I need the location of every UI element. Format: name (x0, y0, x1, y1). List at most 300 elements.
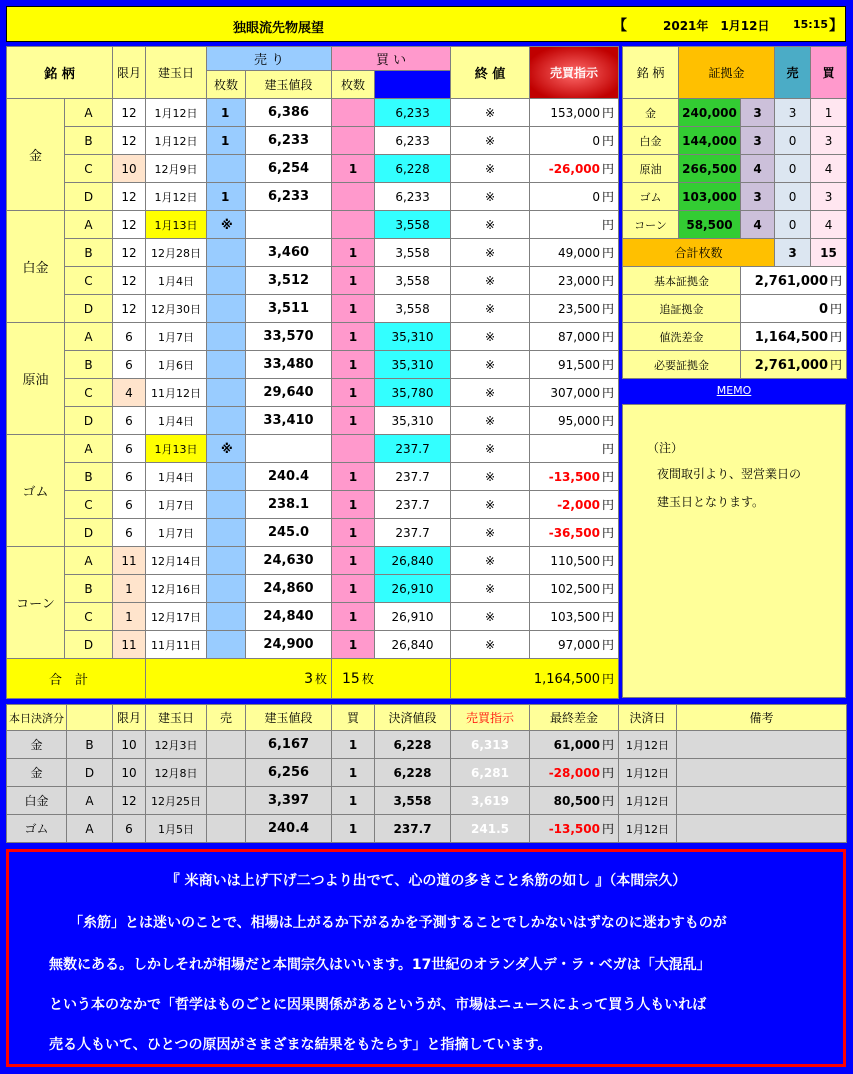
summary-value (741, 295, 847, 323)
trade-instruction: ※ (451, 407, 530, 435)
contract-month: 12 (113, 183, 146, 211)
settle-entry-date: 12月8日 (146, 759, 207, 787)
settle-sell (207, 787, 246, 815)
position-row (7, 519, 619, 547)
contract-letter: B (65, 351, 113, 379)
entry-price: 3,511 (246, 295, 332, 323)
margin-total-sell: 3 (775, 239, 811, 267)
entry-date: 1月6日 (146, 351, 207, 379)
trade-instruction: ※ (451, 155, 530, 183)
margin-name: 金 (623, 99, 679, 127)
totals-diff (451, 659, 619, 699)
entry-price: 6,386 (246, 99, 332, 127)
entry-price: 240.4 (246, 463, 332, 491)
buy-count: 1 (332, 575, 375, 603)
contract-letter: A (65, 547, 113, 575)
margin-sell: 3 (775, 99, 811, 127)
mark-to-market (530, 575, 619, 603)
settle-month: 10 (113, 731, 146, 759)
entry-date: 1月4日 (146, 267, 207, 295)
contract-month: 6 (113, 351, 146, 379)
summary-value (741, 267, 847, 295)
quote-line-4: 売る人もいて、ひとつの原因がさまざまな結果をもたらす」と指摘しています。 (49, 1037, 552, 1053)
close-price: 35,310 (375, 351, 451, 379)
header-date: 2021年 1月12日 (663, 19, 770, 33)
diff-value: 23,000 (558, 274, 601, 288)
contract-month: 6 (113, 463, 146, 491)
entry-price: 24,840 (246, 603, 332, 631)
settle-date: 1月12日 (619, 759, 677, 787)
settle-instruction: 6,281 (451, 759, 530, 787)
close-price: 237.7 (375, 435, 451, 463)
quote-title: 『 米商いは上げ下げ二つより出でて、心の道の多きこと糸筋の如し 』（本間宗久） (165, 873, 687, 889)
sell-count (207, 491, 246, 519)
margin-name: ゴム (623, 183, 679, 211)
group-name: 原油 (7, 323, 65, 435)
quote-line-3: という本のなかで「哲学はものごとに因果関係があるというが、市場はニュースによって買う人もいれば (49, 997, 707, 1013)
page-title: 独眼流先物展望 (233, 21, 325, 36)
summary-amount: 1,164,500 (754, 330, 828, 345)
summary-label: 基本証拠金 (623, 267, 741, 295)
position-row (7, 379, 619, 407)
header-bar (6, 6, 846, 42)
margin-count: 4 (741, 211, 775, 239)
mark-to-market (530, 631, 619, 659)
diff-unit: 円 (602, 638, 615, 652)
trade-instruction: ※ (451, 211, 530, 239)
mark-to-market (530, 323, 619, 351)
settle-entry-date: 12月3日 (146, 731, 207, 759)
trade-instruction: ※ (451, 239, 530, 267)
entry-date: 1月13日 (146, 211, 207, 239)
trade-instruction: ※ (451, 631, 530, 659)
settle-diff-value: -13,500 (548, 822, 600, 836)
margin-header-kai: 買 (811, 47, 847, 99)
diff-unit: 円 (602, 274, 615, 288)
header-maisu-buy: 枚数 (332, 71, 375, 99)
settle-header-biko: 備考 (677, 705, 847, 731)
header-owarine: 終 値 (451, 47, 530, 99)
entry-price: 245.0 (246, 519, 332, 547)
diff-value: -26,000 (548, 162, 601, 176)
settle-header-date: 建玉日 (146, 705, 207, 731)
diff-unit: 円 (602, 302, 615, 316)
buy-count: 1 (332, 267, 375, 295)
summary-unit: 円 (830, 302, 843, 316)
margin-buy: 3 (811, 127, 847, 155)
settle-buy: 1 (332, 731, 375, 759)
trade-instruction: ※ (451, 99, 530, 127)
buy-count: 1 (332, 631, 375, 659)
entry-price: 6,254 (246, 155, 332, 183)
trade-instruction: ※ (451, 491, 530, 519)
memo-panel (622, 380, 846, 698)
margin-buy: 1 (811, 99, 847, 127)
diff-unit: 円 (602, 554, 615, 568)
diff-value: 110,500 (550, 554, 601, 568)
settle-sell (207, 815, 246, 843)
margin-count: 4 (741, 155, 775, 183)
diff-unit: 円 (602, 470, 615, 484)
group-name: 金 (7, 99, 65, 211)
sell-count (207, 155, 246, 183)
sell-count (207, 463, 246, 491)
settle-name: 金 (7, 759, 67, 787)
position-row (7, 295, 619, 323)
entry-price: 24,900 (246, 631, 332, 659)
contract-letter: A (65, 99, 113, 127)
buy-count: 1 (332, 239, 375, 267)
summary-amount: 0 (818, 302, 828, 317)
settle-price: 6,167 (246, 731, 332, 759)
settle-sell (207, 759, 246, 787)
buy-count (332, 435, 375, 463)
diff-unit: 円 (602, 134, 615, 148)
diff-unit: 円 (602, 610, 615, 624)
bracket-close: 】 (829, 18, 843, 34)
settle-diff (530, 759, 619, 787)
header-time: 15:15 (793, 18, 829, 31)
mark-to-market (530, 351, 619, 379)
margin-row (623, 127, 847, 155)
diff-unit: 円 (602, 358, 615, 372)
entry-price: 238.1 (246, 491, 332, 519)
entry-date: 12月16日 (146, 575, 207, 603)
positions-table (6, 46, 619, 699)
sell-count (207, 295, 246, 323)
margin-amount: 266,500 (679, 155, 741, 183)
margin-header-uri: 売 (775, 47, 811, 99)
contract-letter: D (65, 407, 113, 435)
sell-count: 1 (207, 99, 246, 127)
sell-count (207, 519, 246, 547)
close-price: 35,310 (375, 407, 451, 435)
position-row (7, 127, 619, 155)
diff-value: 153,000 (550, 106, 601, 120)
summary-row (623, 351, 847, 379)
margin-sell: 0 (775, 211, 811, 239)
margin-header-shokokin: 証拠金 (679, 47, 775, 99)
contract-month: 1 (113, 575, 146, 603)
diff-unit: 円 (602, 190, 615, 204)
trade-instruction: ※ (451, 183, 530, 211)
baibai-shiji-button[interactable]: 売買指示 (530, 47, 619, 99)
contract-month: 12 (113, 295, 146, 323)
settle-close: 3,558 (375, 787, 451, 815)
entry-price: 33,410 (246, 407, 332, 435)
header-uri: 売 り (207, 47, 332, 71)
settle-month: 10 (113, 759, 146, 787)
quote-line-1: 「糸筋」とは迷いのことで、相場は上がるか下がるかを予測することでしかないはずなのに迷わすものが (69, 915, 727, 931)
settle-name: ゴム (7, 815, 67, 843)
diff-value: -36,500 (548, 526, 601, 540)
buy-count (332, 127, 375, 155)
settle-buy: 1 (332, 815, 375, 843)
entry-date: 11月11日 (146, 631, 207, 659)
margin-name: 白金 (623, 127, 679, 155)
memo-line-3: 建玉日となります。 (657, 495, 765, 509)
margin-amount: 144,000 (679, 127, 741, 155)
margin-name: コーン (623, 211, 679, 239)
mark-to-market (530, 519, 619, 547)
entry-date: 1月7日 (146, 491, 207, 519)
position-row (7, 239, 619, 267)
summary-label: 追証拠金 (623, 295, 741, 323)
totals-label: 合 計 (7, 659, 146, 699)
mark-to-market (530, 463, 619, 491)
entry-date: 1月7日 (146, 519, 207, 547)
settle-buy: 1 (332, 787, 375, 815)
trade-instruction: ※ (451, 323, 530, 351)
summary-label: 必要証拠金 (623, 351, 741, 379)
settle-instruction: 241.5 (451, 815, 530, 843)
mark-to-market (530, 379, 619, 407)
settlement-table (6, 704, 847, 843)
settle-buy: 1 (332, 759, 375, 787)
settle-letter: A (67, 787, 113, 815)
settle-row (7, 759, 847, 787)
entry-date: 1月13日 (146, 435, 207, 463)
settle-diff-unit: 円 (601, 794, 614, 808)
sell-count (207, 631, 246, 659)
settle-diff-value: -28,000 (548, 766, 600, 780)
settle-sell (207, 731, 246, 759)
settle-diff-unit: 円 (601, 766, 614, 780)
margin-buy: 3 (811, 183, 847, 211)
contract-letter: B (65, 127, 113, 155)
close-price: 6,233 (375, 183, 451, 211)
buy-count: 1 (332, 491, 375, 519)
entry-price: 3,512 (246, 267, 332, 295)
entry-date: 1月12日 (146, 183, 207, 211)
diff-unit: 円 (602, 330, 615, 344)
mark-to-market (530, 127, 619, 155)
contract-month: 4 (113, 379, 146, 407)
entry-price: 33,480 (246, 351, 332, 379)
margin-row (623, 211, 847, 239)
settle-name: 白金 (7, 787, 67, 815)
entry-price: 24,860 (246, 575, 332, 603)
settle-diff-unit: 円 (601, 822, 614, 836)
settle-date: 1月12日 (619, 815, 677, 843)
settle-letter: B (67, 731, 113, 759)
diff-value: 0 (592, 190, 601, 204)
entry-price: 33,570 (246, 323, 332, 351)
contract-month: 11 (113, 547, 146, 575)
margin-table (622, 46, 847, 379)
contract-letter: B (65, 239, 113, 267)
buy-count: 1 (332, 323, 375, 351)
quote-box (6, 849, 846, 1067)
totals-sell-value: 3 (304, 671, 313, 687)
mark-to-market (530, 547, 619, 575)
entry-date: 12月28日 (146, 239, 207, 267)
settle-instruction: 3,619 (451, 787, 530, 815)
memo-box (622, 404, 846, 698)
mark-to-market (530, 99, 619, 127)
settle-month: 12 (113, 787, 146, 815)
settle-close: 237.7 (375, 815, 451, 843)
buy-count: 1 (332, 519, 375, 547)
entry-date: 12月30日 (146, 295, 207, 323)
margin-count: 3 (741, 127, 775, 155)
close-price: 3,558 (375, 267, 451, 295)
settle-diff-unit: 円 (601, 738, 614, 752)
position-row (7, 267, 619, 295)
sell-count (207, 575, 246, 603)
entry-price (246, 211, 332, 239)
diff-value: 95,000 (558, 414, 601, 428)
settle-diff-value: 61,000 (553, 738, 600, 752)
position-row (7, 491, 619, 519)
close-price: 6,228 (375, 155, 451, 183)
contract-month: 12 (113, 267, 146, 295)
diff-value: 103,500 (550, 610, 601, 624)
totals-buy-unit: 枚 (361, 672, 374, 686)
summary-unit: 円 (830, 274, 843, 288)
trade-instruction: ※ (451, 267, 530, 295)
margin-sell: 0 (775, 155, 811, 183)
summary-amount: 2,761,000 (754, 358, 828, 373)
settle-diff (530, 731, 619, 759)
sell-count (207, 379, 246, 407)
contract-letter: D (65, 631, 113, 659)
settle-letter: A (67, 815, 113, 843)
position-row (7, 603, 619, 631)
position-row (7, 435, 619, 463)
contract-month: 10 (113, 155, 146, 183)
mark-to-market (530, 491, 619, 519)
entry-price: 29,640 (246, 379, 332, 407)
header-maisu-sell: 枚数 (207, 71, 246, 99)
entry-date: 1月4日 (146, 407, 207, 435)
close-price: 26,910 (375, 575, 451, 603)
position-row (7, 547, 619, 575)
contract-letter: C (65, 379, 113, 407)
settle-note (677, 759, 847, 787)
settle-row (7, 815, 847, 843)
totals-sell (146, 659, 332, 699)
margin-count: 3 (741, 183, 775, 211)
contract-month: 6 (113, 323, 146, 351)
margin-row (623, 183, 847, 211)
diff-unit: 円 (602, 442, 615, 456)
summary-label: 値洗差金 (623, 323, 741, 351)
diff-value: 307,000 (550, 386, 601, 400)
buy-count: 1 (332, 351, 375, 379)
buy-count: 1 (332, 603, 375, 631)
settle-entry-date: 12月25日 (146, 787, 207, 815)
entry-date: 1月7日 (146, 323, 207, 351)
diff-value: 91,500 (558, 358, 601, 372)
sell-count (207, 407, 246, 435)
trade-instruction: ※ (451, 295, 530, 323)
margin-row (623, 155, 847, 183)
close-price: 237.7 (375, 519, 451, 547)
memo-link[interactable]: MEMO (716, 384, 752, 397)
settle-row (7, 787, 847, 815)
margin-sell: 0 (775, 127, 811, 155)
contract-month: 12 (113, 211, 146, 239)
settle-close: 6,228 (375, 731, 451, 759)
settle-note (677, 731, 847, 759)
totals-diff-unit: 円 (602, 672, 615, 686)
contract-month: 6 (113, 407, 146, 435)
settle-price: 6,256 (246, 759, 332, 787)
settle-price: 3,397 (246, 787, 332, 815)
position-row (7, 407, 619, 435)
contract-letter: D (65, 295, 113, 323)
mark-to-market (530, 603, 619, 631)
buy-count: 1 (332, 407, 375, 435)
mark-to-market (530, 295, 619, 323)
settle-price: 240.4 (246, 815, 332, 843)
sell-count: 1 (207, 127, 246, 155)
close-price: 3,558 (375, 211, 451, 239)
settle-header-gengetsu: 限月 (113, 705, 146, 731)
margin-count: 3 (741, 99, 775, 127)
summary-unit: 円 (830, 330, 843, 344)
summary-row (623, 267, 847, 295)
contract-letter: D (65, 519, 113, 547)
margin-sell: 0 (775, 183, 811, 211)
contract-letter: B (65, 575, 113, 603)
sell-count (207, 351, 246, 379)
settle-header-saishu: 最終差金 (530, 705, 619, 731)
totals-buy-value: 15 (342, 671, 360, 687)
margin-amount: 103,000 (679, 183, 741, 211)
diff-unit: 円 (602, 106, 615, 120)
contract-month: 6 (113, 491, 146, 519)
header-meigara: 銘 柄 (7, 47, 113, 99)
diff-unit: 円 (602, 526, 615, 540)
settle-header-sub (67, 705, 113, 731)
mark-to-market (530, 239, 619, 267)
summary-unit: 円 (830, 358, 843, 372)
settle-month: 6 (113, 815, 146, 843)
diff-value: 97,000 (558, 638, 601, 652)
margin-row (623, 99, 847, 127)
position-row (7, 155, 619, 183)
close-price: 3,558 (375, 295, 451, 323)
trade-instruction: ※ (451, 379, 530, 407)
totals-buy (332, 659, 451, 699)
diff-value: 87,000 (558, 330, 601, 344)
buy-count: 1 (332, 379, 375, 407)
group-name: コーン (7, 547, 65, 659)
position-row (7, 351, 619, 379)
quote-line-2: 無数にある。しかしそれが相場だと本間宗久はいいます。17世紀のオランダ人デ・ラ・ベガは「大混乱」 (49, 957, 711, 973)
settle-diff (530, 815, 619, 843)
contract-month: 12 (113, 99, 146, 127)
contract-letter: D (65, 183, 113, 211)
contract-month: 6 (113, 519, 146, 547)
margin-total-buy: 15 (811, 239, 847, 267)
header-gengetsu: 限月 (113, 47, 146, 99)
diff-value: 23,500 (558, 302, 601, 316)
contract-letter: A (65, 323, 113, 351)
trade-instruction: ※ (451, 127, 530, 155)
diff-unit: 円 (602, 246, 615, 260)
close-price: 237.7 (375, 463, 451, 491)
position-row (7, 463, 619, 491)
contract-month: 12 (113, 127, 146, 155)
sell-count: ※ (207, 211, 246, 239)
sell-count (207, 603, 246, 631)
mark-to-market (530, 435, 619, 463)
entry-date: 12月9日 (146, 155, 207, 183)
trade-instruction: ※ (451, 547, 530, 575)
